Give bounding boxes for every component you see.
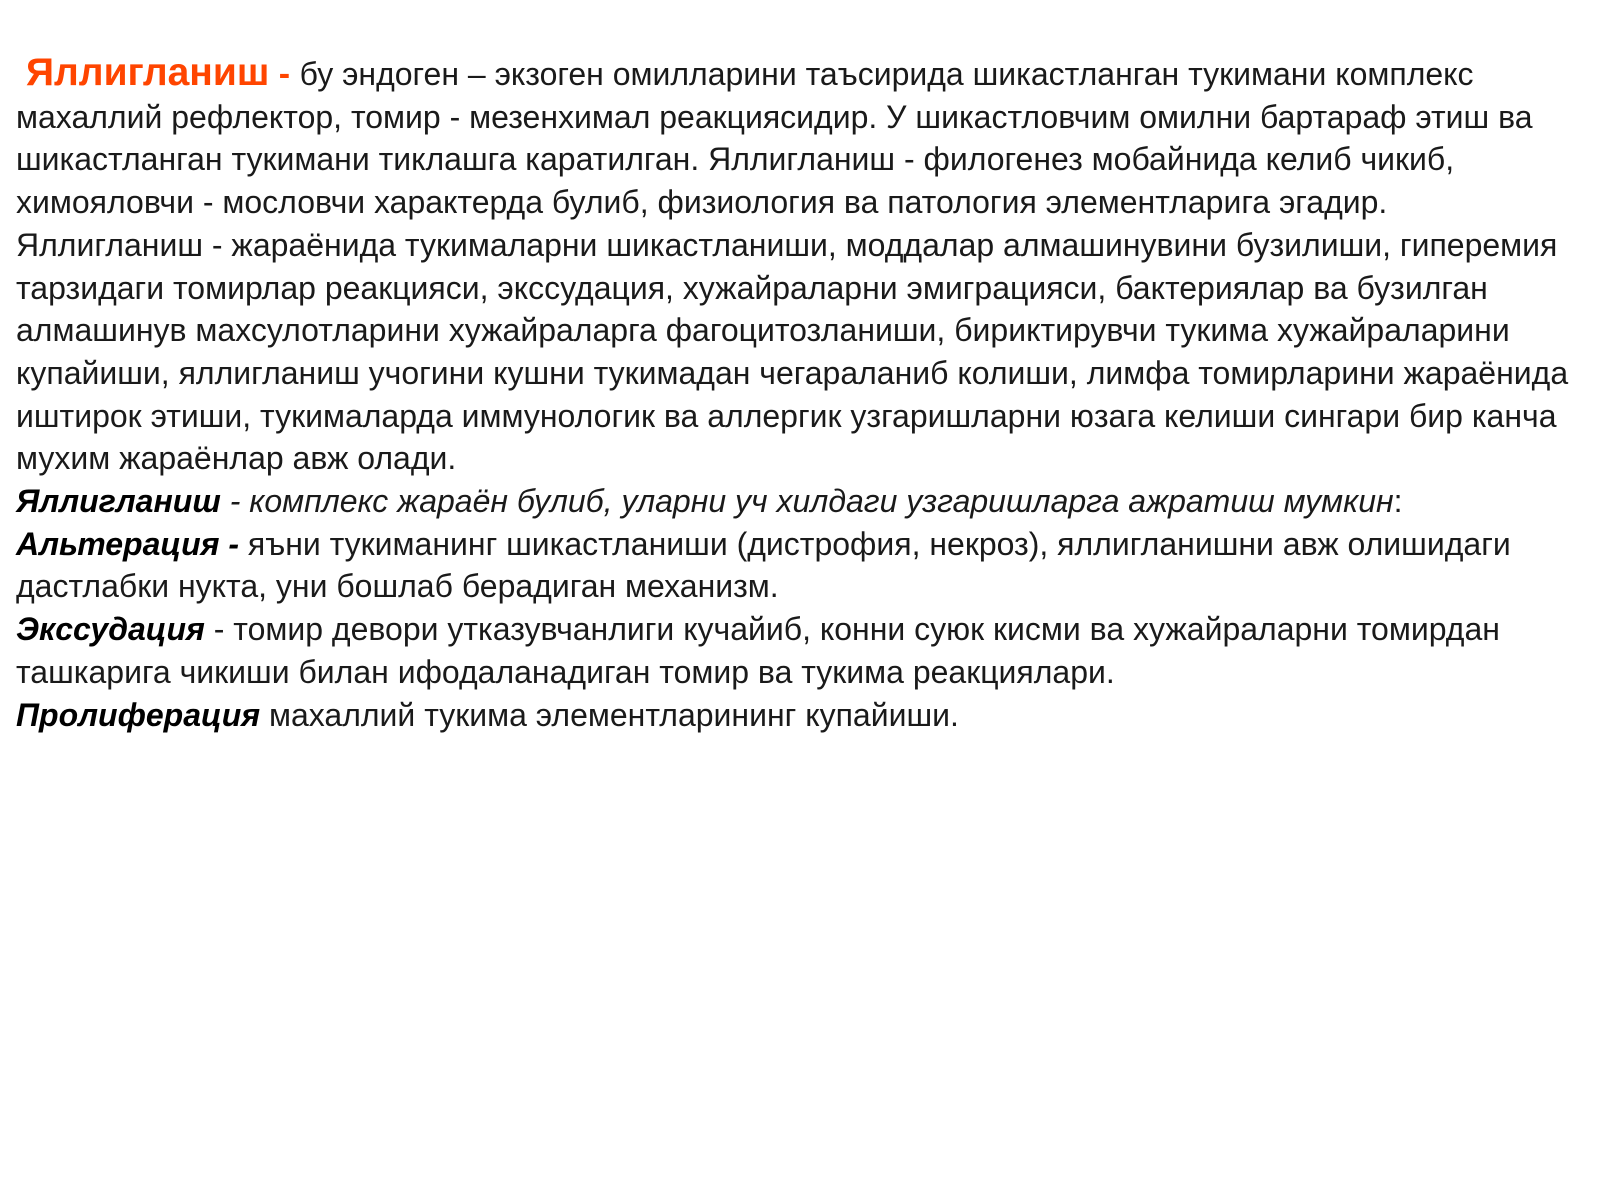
stage-term: Альтерация - [16, 525, 239, 562]
definition-text: бу эндоген – экзоген омилларини таъсирида шикастланган тукимани комплекс махаллий рефлектор, томир - мезенхимал реакциясидир. У шикастловчим омилни бартараф этиш ва шикастланган тукимани тиклашга каратилган. Яллиглaниш - филогенез мобайнида келиб чикиб, химояловчи - мословчи характерда булиб, физиология ва патология элементларига эгадир. [16, 56, 1533, 221]
stage-text: - томир девори утказувчанлиги кучайиб, конни суюк кисми ва хужайраларни томирдан ташкарига чикиши билан ифодаланадиган томир ва тукима реакциялари. [16, 611, 1500, 690]
classification-text: - комплекс жараён булиб, уларни уч хилдаги узгаришларга ажратиш мумкин [220, 483, 1394, 520]
classification-term: Яллиглaниш [16, 483, 221, 520]
stage-text: махаллий тукима элементларининг купайиши. [260, 696, 959, 733]
definition-paragraph [16, 52, 1596, 224]
slide-text [16, 52, 1596, 736]
classification-colon: : [1393, 483, 1403, 520]
stage-term: Экссудация [16, 611, 205, 648]
stage-alteration [16, 523, 1596, 608]
definition-dash: - [269, 55, 300, 93]
stage-text: яъни тукиманинг шикастланиши (дистрофия, некроз), яллиглaнишни авж олишидаги дастлабки нукта, уни бошлаб берадиган механизм. [16, 525, 1511, 605]
classification-paragraph [16, 480, 1596, 523]
stage-term: Пролиферация [16, 696, 261, 733]
stage-exudation [16, 608, 1596, 693]
definition-term: Яллиглaниш [26, 51, 270, 94]
stage-proliferation [16, 694, 1596, 737]
processes-paragraph: Яллиглaниш - жараёнида тукималарни шикастланиши, моддалар алмашинувини бузилиши, гиперемия тарзидаги томирлар реакцияси, экссудация, хужайраларни эмиграцияси, бактериялар ва бузилган алмашинув махсулотларини хужайраларга фагоцитозланиши, бириктирувчи тукима хужайраларини купайиши, яллиглaниш учогини кушни тукимадан чегараланиб колиши, лимфа томирларини жараёнида иштирок этиши, тукималарда иммунологик ва аллергик узгаришларни юзага келиши сингари бир канча мухим жараёнлар авж олади. [16, 226, 1569, 477]
